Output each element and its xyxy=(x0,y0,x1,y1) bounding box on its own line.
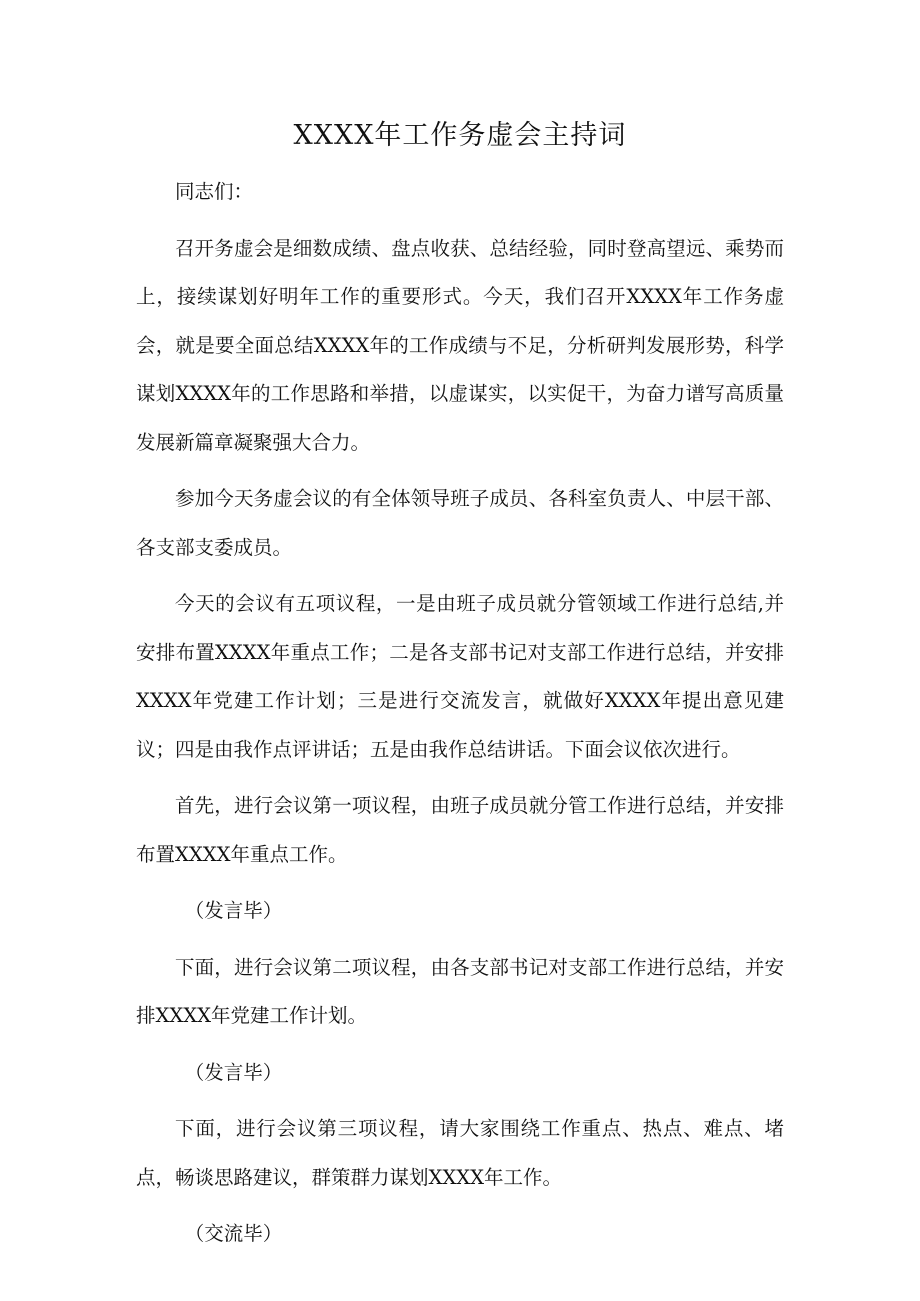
paragraph-item-two: 下面，进行会议第二项议程，由各支部书记对支部工作进行总结，并安排XXXX年党建工作计划。 xyxy=(136,955,784,1027)
paragraph-intro: 召开务虚会是细数成绩、盘点收获、总结经验，同时登高望远、乘势而上，接续谋划好明年工作的重要形式。今天，我们召开XXXX年工作务虚会，就是要全面总结XXXX年的工作成绩与不足，分析研判发展形势，科学谋划XXXX年的工作思路和举措，以虚谋实，以实促干，为奋力谱写高质量发展新篇章凝聚强大合力。 xyxy=(136,236,784,454)
paragraph-item-one: 首先，进行会议第一项议程，由班子成员就分管工作进行总结，并安排布置XXXX年重点工作。 xyxy=(136,794,784,866)
document-title: XXXX年工作务虚会主持词 xyxy=(293,120,627,151)
note-speech-end-1: （发言毕） xyxy=(184,899,283,922)
note-exchange-end: （交流毕） xyxy=(184,1222,283,1245)
salutation: 同志们： xyxy=(175,180,254,203)
note-speech-end-2: （发言毕） xyxy=(184,1060,283,1084)
document-body xyxy=(136,168,784,1267)
paragraph-agenda: 今天的会议有五项议程，一是由班子成员就分管领域工作进行总结,并安排布置XXXX年重点工作；二是各支部书记对支部工作进行总结，并安排XXXX年党建工作计划；三是进行交流发言，就做好XXXX年提出意见建议；四是由我作点评讲话；五是由我作总结讲话。下面会议依次进行。 xyxy=(136,592,784,761)
paragraph-item-three: 下面，进行会议第三项议程，请大家围绕工作重点、热点、难点、堵点，畅谈思路建议，群策群力谋划XXXX年工作。 xyxy=(136,1117,784,1189)
paragraph-attendees: 参加今天务虚会议的有全体领导班子成员、各科室负责人、中层干部、各支部支委成员。 xyxy=(136,487,784,559)
